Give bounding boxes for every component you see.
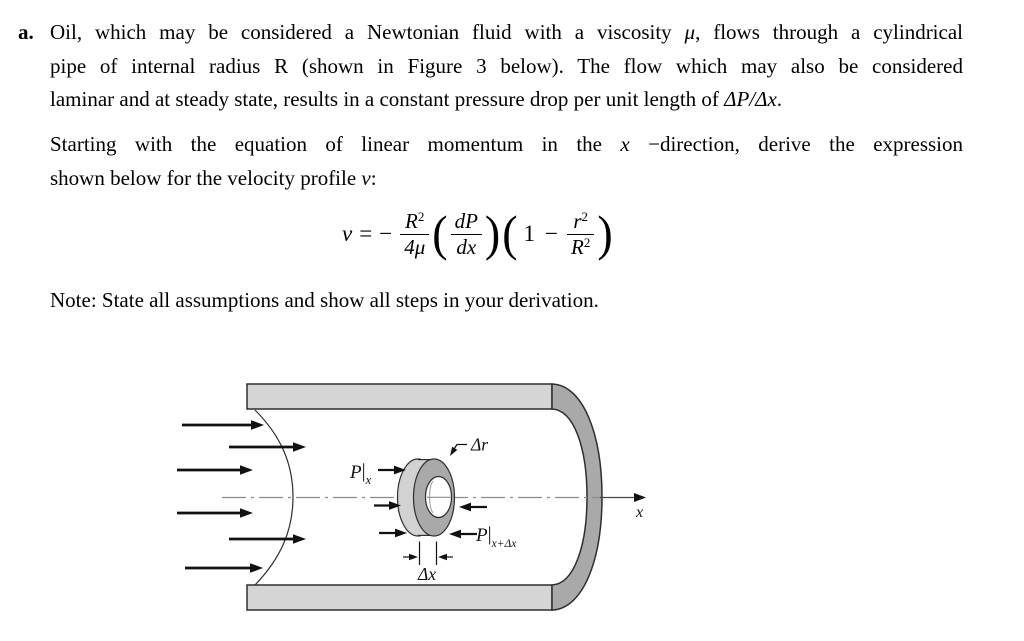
paragraph1-line1 — [50, 16, 963, 50]
pressure-arrowhead — [449, 530, 461, 539]
hole-inner-edge — [430, 481, 433, 513]
eq-r: r — [573, 209, 582, 234]
eq-v: v — [342, 221, 353, 246]
problem-statement-paragraph — [50, 16, 963, 117]
pressure-arrows-right — [449, 503, 487, 539]
eq-R-den: R — [571, 234, 584, 259]
delta-r-label: Δr — [471, 434, 489, 455]
p-subscript: x — [365, 473, 372, 487]
eq-R-den-exponent: 2 — [583, 234, 591, 250]
delta-r-arrowhead — [450, 447, 457, 456]
pipe-wall-top — [247, 384, 552, 409]
shell-front-face — [414, 459, 455, 536]
text-run: laminar and at steady state, results in a constant pressure drop per unit length of — [50, 87, 725, 111]
dimension-arrowhead — [438, 554, 447, 561]
p-symbol: P — [350, 462, 362, 483]
text-run: . — [776, 87, 783, 111]
pressure-gradient-symbol: ΔP/Δx — [724, 87, 777, 111]
delta-r-leader — [452, 445, 467, 453]
eq-R-exponent: 2 — [417, 209, 425, 225]
pipe-wall-bottom — [247, 585, 552, 610]
eq-R: R — [405, 209, 418, 234]
pressure-at-x-plus-dx-label — [475, 523, 517, 550]
mu-symbol: μ — [684, 20, 696, 44]
paragraph2-line1 — [50, 128, 963, 162]
flow-arrowhead — [250, 563, 263, 573]
open-paren: ( — [432, 206, 448, 262]
flow-arrowhead — [251, 420, 264, 430]
flow-arrowhead — [293, 442, 306, 452]
delta-r-annotation — [450, 435, 488, 457]
p-symbol: P — [476, 525, 488, 546]
eq-dx: dx — [451, 234, 482, 259]
v-symbol: v — [361, 165, 371, 190]
shell-hole — [426, 477, 452, 518]
eq-dP: dP — [454, 209, 478, 234]
p-subscript: x+Δx — [491, 538, 517, 550]
eq-equals: = — [359, 221, 373, 246]
flow-arrowhead — [240, 465, 253, 475]
evaluation-bar: | — [487, 523, 492, 545]
pressure-arrowhead — [395, 529, 407, 538]
shell-back-rim — [398, 459, 439, 536]
problem-item-label: a. — [18, 20, 34, 44]
eq-fraction-r2-over-R2 — [565, 209, 596, 258]
x-axis-arrowhead — [634, 493, 646, 502]
text-run: , flows through a cylindrical — [695, 20, 963, 44]
pipe-inlet-curve — [255, 410, 293, 585]
shell-side-band — [418, 459, 434, 536]
eq-fraction-R2-over-4mu — [398, 209, 431, 258]
pressure-arrowhead — [389, 501, 401, 510]
text-run: Starting with the equation of linear momentum in the — [50, 132, 621, 156]
text-run: −direction, derive the expression — [629, 132, 964, 156]
x-symbol: x — [620, 132, 630, 156]
paragraph2-line2 — [50, 162, 963, 196]
pipe-end-cap — [552, 384, 602, 610]
flow-velocity-arrows — [177, 420, 306, 573]
derivation-instruction-paragraph — [50, 128, 963, 195]
paragraph1-line3 — [50, 83, 963, 117]
close-paren: ) — [597, 206, 613, 262]
pressure-arrows-left — [374, 466, 407, 538]
eq-fraction-dP-over-dx — [449, 209, 484, 258]
pressure-at-x-label — [349, 460, 372, 487]
dimension-arrowhead — [409, 554, 418, 561]
eq-r-exponent: 2 — [581, 209, 589, 225]
text-run: shown below for the velocity profile — [50, 165, 362, 190]
pressure-arrowhead — [459, 503, 471, 512]
open-paren: ( — [502, 206, 518, 262]
flow-arrowhead — [293, 534, 306, 544]
pressure-arrowhead — [394, 466, 406, 475]
annular-shell-element — [398, 459, 455, 536]
paragraph1-line2 — [50, 50, 963, 84]
flow-arrowhead — [240, 508, 253, 518]
eq-one: 1 — [523, 221, 536, 246]
note-line — [50, 284, 963, 318]
text-run: Oil, which may be considered a Newtonian fluid with a viscosity — [50, 20, 685, 44]
x-axis-label: x — [636, 504, 644, 521]
text-run: Note: State all assumptions and show all steps in your derivation. — [50, 288, 599, 312]
close-paren: ) — [484, 206, 501, 262]
text-run: : — [370, 165, 377, 190]
text-run: pipe of internal radius R (shown in Figure 3 below). The flow which may also be considered — [50, 53, 963, 78]
eq-minus-2: − — [545, 221, 559, 246]
evaluation-bar: | — [361, 460, 366, 482]
eq-4mu: 4μ — [400, 234, 429, 259]
delta-x-label: Δx — [418, 564, 437, 584]
eq-minus: − — [379, 221, 393, 246]
delta-x-dimension — [403, 542, 453, 585]
velocity-profile-equation — [342, 200, 614, 268]
